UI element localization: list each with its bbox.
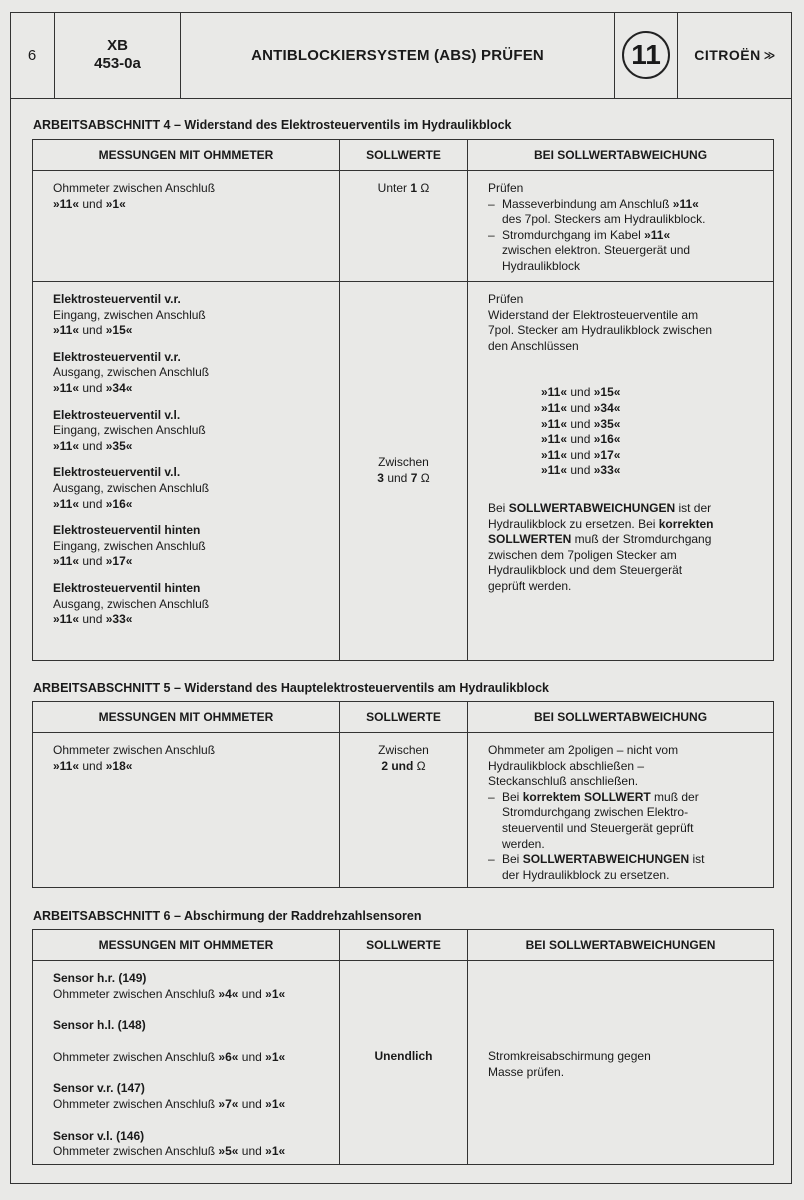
- page-title: ANTIBLOCKIERSYSTEM (ABS) PRÜFEN: [181, 12, 615, 98]
- text-line: [488, 517, 763, 533]
- text-line: [53, 554, 329, 570]
- unit-label: Ω: [417, 181, 430, 195]
- valve-name: Elektrosteuerventil v.l.: [53, 465, 181, 480]
- text-fragment: und: [79, 554, 106, 569]
- text-line: [53, 381, 329, 397]
- text-line: zwischen elektron. Steuergerät und: [502, 243, 691, 258]
- connector-label: »35«: [593, 416, 621, 431]
- setpoint-value: Unendlich: [374, 1049, 433, 1063]
- text-line: Hydraulikblock abschließen –: [488, 758, 645, 773]
- text-line: Hydraulikblock und dem Steuergerät: [488, 563, 683, 578]
- measurement-cell: [33, 733, 340, 887]
- emphasis: korrekten: [658, 516, 714, 531]
- connector-pair: [488, 463, 763, 479]
- dash-item: – Stromdurchgang im Kabel »11« zwischen elektron. Steuergerät und Hydraulikblock: [488, 227, 691, 273]
- text-line: Prüfen: [488, 292, 524, 306]
- table-row: [33, 171, 773, 282]
- table-row: [33, 282, 773, 660]
- text-fragment: Stromdurchgang im Kabel: [502, 227, 645, 242]
- valve-name: Elektrosteuerventil hinten: [53, 523, 201, 538]
- valve-entry: [53, 465, 329, 512]
- text-fragment: und: [79, 496, 106, 511]
- text-line: [502, 197, 705, 213]
- text-line: Eingang, zwischen Anschluß: [53, 538, 206, 553]
- text-line: Prüfen: [488, 181, 524, 195]
- connector-label: »34«: [105, 380, 133, 395]
- valve-entry: [53, 523, 329, 570]
- model-code: XB: [107, 37, 128, 54]
- setpoint-cell: [340, 733, 468, 887]
- text-fragment: Ohmmeter zwischen Anschluß: [53, 986, 219, 1001]
- brand-name: CITROËN: [694, 47, 761, 63]
- page-header: [10, 12, 792, 99]
- table-header-row: [33, 702, 773, 733]
- connector-label: »1«: [105, 196, 126, 211]
- section-6-title: ARBEITSABSCHNITT 6 – Abschirmung der Raddrehzahlsensoren: [33, 909, 422, 923]
- section-5-title: ARBEITSABSCHNITT 5 – Widerstand des Hauptelektrosteuerventils am Hydraulikblock: [33, 681, 549, 695]
- table-row: [33, 733, 773, 887]
- text-fragment: und: [238, 1144, 266, 1159]
- text-line: [502, 852, 704, 868]
- measurement-cell: [33, 171, 340, 281]
- deviation-cell: [468, 282, 773, 660]
- connector-label: »11«: [53, 380, 80, 395]
- connector-label: »17«: [593, 447, 621, 462]
- connector-label: »11«: [541, 432, 568, 447]
- text-line: [53, 987, 329, 1003]
- setpoint-value: 2 und: [381, 758, 414, 773]
- text-fragment: Bei: [488, 500, 509, 515]
- connector-label: »11«: [53, 323, 80, 338]
- column-header-measurements: MESSUNGEN MIT OHMMETER: [33, 702, 340, 732]
- text-line: [53, 197, 329, 213]
- connector-label: »35«: [105, 438, 133, 453]
- text-line: [53, 759, 329, 775]
- text-line: Widerstand der Elektrosteuerventile am: [488, 307, 699, 322]
- column-header-measurements: MESSUNGEN MIT OHMMETER: [33, 930, 340, 960]
- text-fragment: muß der Stromdurchgang: [571, 532, 712, 547]
- emphasis: SOLLWERTEN: [488, 532, 572, 547]
- setpoint-cell: [340, 961, 468, 1164]
- column-header-deviation: BEI SOLLWERTABWEICHUNG: [533, 710, 708, 724]
- connector-label: »11«: [541, 385, 568, 400]
- text-line: [53, 439, 329, 455]
- doc-code-cell: [55, 12, 181, 98]
- text-fragment: Unter: [377, 181, 411, 195]
- connector-label: »11«: [53, 438, 80, 453]
- text-line: Ausgang, zwischen Anschluß: [53, 596, 210, 611]
- text-fragment: und: [567, 432, 594, 447]
- text-line: Steckanschluß anschließen.: [488, 774, 639, 789]
- connector-label: »11«: [541, 463, 568, 478]
- connector-label: »15«: [593, 385, 621, 400]
- text-fragment: Hydraulikblock zu ersetzen. Bei: [488, 516, 659, 531]
- unit-label: Ω: [413, 758, 426, 773]
- text-line: [340, 759, 467, 775]
- valve-name: Elektrosteuerventil hinten: [53, 580, 201, 595]
- text-fragment: und: [79, 323, 106, 338]
- text-line: Hydraulikblock: [502, 258, 581, 273]
- table-row: [33, 961, 773, 1164]
- text-line: Ohmmeter zwischen Anschluß: [53, 743, 216, 757]
- chapter-cell: [615, 12, 678, 98]
- column-header-deviation: BEI SOLLWERTABWEICHUNG: [533, 148, 708, 162]
- connector-pair: [488, 432, 763, 448]
- column-header-setpoints: SOLLWERTE: [340, 930, 468, 960]
- section-4-table: [32, 139, 774, 661]
- dash-item: – Bei korrektem SOLLWERT muß der Stromdurchgang zwischen Elektro- steuerventil und Steuergerät geprüft werden.: [488, 789, 699, 851]
- text-fragment: Ohmmeter zwischen Anschluß: [53, 1096, 219, 1111]
- connector-label: »11«: [644, 227, 671, 242]
- dash-item: – Masseverbindung am Anschluß »11« des 7pol. Steckers am Hydraulikblock.: [488, 196, 706, 227]
- text-line: Zwischen: [378, 455, 429, 470]
- setpoint-cell: [340, 282, 468, 660]
- text-line: steuerventil und Steuergerät geprüft: [502, 820, 694, 835]
- valve-name: Elektrosteuerventil v.r.: [53, 292, 181, 306]
- sensor-name: Sensor v.r. (147): [53, 1081, 145, 1096]
- connector-label: »33«: [593, 463, 621, 478]
- connector-label: »1«: [265, 1049, 286, 1064]
- text-fragment: ist: [689, 852, 705, 867]
- text-line: [53, 1097, 329, 1113]
- text-fragment: Ohmmeter zwischen Anschluß: [53, 1049, 219, 1064]
- page-number: 6: [10, 12, 55, 98]
- text-line: Masse prüfen.: [488, 1064, 565, 1079]
- emphasis: SOLLWERTABWEICHUNGEN: [508, 500, 676, 515]
- text-line: [53, 323, 329, 339]
- text-fragment: und: [567, 416, 594, 431]
- valve-entry: [53, 292, 329, 339]
- connector-label: »11«: [53, 758, 80, 773]
- connector-label: »11«: [53, 612, 80, 627]
- column-header-deviation: BEI SOLLWERTABWEICHUNGEN: [525, 938, 716, 952]
- column-header-setpoints: SOLLWERTE: [340, 140, 468, 170]
- text-fragment: und: [567, 400, 594, 415]
- column-header-setpoints: SOLLWERTE: [340, 702, 468, 732]
- text-fragment: und: [79, 196, 106, 211]
- setpoint-value: 3: [377, 471, 384, 485]
- text-fragment: Bei: [502, 852, 523, 867]
- text-fragment: und: [567, 385, 594, 400]
- connector-label: »11«: [672, 196, 699, 211]
- connector-label: »15«: [105, 323, 133, 338]
- text-line: zwischen dem 7poligen Stecker am: [488, 547, 677, 562]
- measurement-cell: [33, 961, 340, 1164]
- column-header-measurements: MESSUNGEN MIT OHMMETER: [33, 140, 340, 170]
- text-fragment: und: [79, 380, 106, 395]
- connector-pair: [488, 385, 763, 401]
- text-fragment: und: [383, 471, 411, 485]
- unit-label: Ω: [417, 471, 430, 485]
- connector-label: »11«: [53, 196, 80, 211]
- connector-pair: [488, 417, 763, 433]
- measurement-cell: [33, 282, 340, 660]
- connector-label: »4«: [218, 986, 239, 1001]
- text-line: [53, 497, 329, 513]
- text-line: Zwischen: [378, 743, 429, 757]
- valve-name: Elektrosteuerventil v.l.: [53, 407, 181, 422]
- chapter-number: 11: [622, 31, 670, 79]
- connector-label: »1«: [265, 986, 286, 1001]
- text-fragment: und: [567, 447, 594, 462]
- connector-label: »17«: [105, 554, 133, 569]
- sensor-name: Sensor h.l. (148): [53, 1018, 146, 1033]
- text-fragment: ist der: [675, 500, 712, 515]
- text-line: Ohmmeter zwischen Anschluß: [53, 181, 216, 195]
- text-line: geprüft werden.: [488, 578, 572, 593]
- table-header-row: [33, 930, 773, 961]
- setpoint-cell: [340, 171, 468, 281]
- text-fragment: und: [238, 986, 266, 1001]
- emphasis: korrektem SOLLWERT: [522, 789, 651, 804]
- text-line: [502, 228, 690, 244]
- text-fragment: Masseverbindung am Anschluß: [502, 196, 673, 211]
- text-line: des 7pol. Steckers am Hydraulikblock.: [502, 212, 706, 227]
- text-line: 7pol. Stecker am Hydraulikblock zwischen: [488, 323, 713, 338]
- valve-entry: [53, 408, 329, 455]
- sensor-name: Sensor v.l. (146): [53, 1128, 145, 1143]
- doc-code: 453-0a: [94, 55, 141, 72]
- connector-pair: [488, 401, 763, 417]
- text-fragment: und: [238, 1049, 266, 1064]
- valve-name: Elektrosteuerventil v.r.: [53, 349, 181, 364]
- connector-label: »33«: [105, 612, 133, 627]
- text-line: den Anschlüssen: [488, 338, 579, 353]
- connector-label: »11«: [53, 496, 80, 511]
- setpoint-value: 1: [410, 181, 418, 195]
- text-fragment: Ohmmeter zwischen Anschluß: [53, 1144, 219, 1159]
- table-header-row: [33, 140, 773, 171]
- connector-label: »11«: [53, 554, 80, 569]
- text-fragment: Bei: [502, 789, 523, 804]
- brand-logo: [678, 12, 792, 98]
- text-line: [488, 501, 763, 517]
- text-line: werden.: [502, 836, 545, 851]
- connector-label: »16«: [105, 496, 133, 511]
- text-line: [502, 790, 699, 806]
- setpoint-value: 7: [410, 471, 418, 485]
- text-fragment: muß der: [650, 789, 699, 804]
- connector-label: »1«: [265, 1096, 286, 1111]
- emphasis: SOLLWERTABWEICHUNGEN: [522, 852, 690, 867]
- connector-label: »11«: [541, 447, 568, 462]
- text-line: Ausgang, zwischen Anschluß: [53, 365, 210, 380]
- text-line: [488, 532, 763, 548]
- connector-label: »16«: [593, 432, 621, 447]
- section-6-table: [32, 929, 774, 1165]
- connector-label: »34«: [593, 400, 621, 415]
- sensor-name: Sensor h.r. (149): [53, 971, 147, 985]
- dash-item: – Bei SOLLWERTABWEICHUNGEN ist der Hydraulikblock zu ersetzen.: [488, 852, 705, 882]
- connector-label: »11«: [541, 416, 568, 431]
- deviation-cell: [468, 171, 773, 281]
- valve-entry: [53, 581, 329, 628]
- connector-label: »5«: [218, 1144, 239, 1159]
- connector-label: »1«: [265, 1144, 286, 1159]
- text-line: Ausgang, zwischen Anschluß: [53, 480, 210, 495]
- section-4-title: ARBEITSABSCHNITT 4 – Widerstand des Elektrosteuerventils im Hydraulikblock: [33, 118, 512, 132]
- text-line: der Hydraulikblock zu ersetzen.: [502, 867, 670, 882]
- deviation-cell: [468, 961, 773, 1164]
- connector-label: »6«: [218, 1049, 239, 1064]
- section-5-table: [32, 701, 774, 888]
- text-line: [53, 1050, 329, 1066]
- text-fragment: und: [79, 758, 106, 773]
- text-line: Stromdurchgang zwischen Elektro-: [502, 805, 689, 820]
- text-fragment: und: [79, 438, 106, 453]
- text-line: [53, 1144, 329, 1160]
- text-line: Ohmmeter am 2poligen – nicht vom: [488, 743, 679, 757]
- valve-entry: [53, 350, 329, 397]
- connector-label: »7«: [218, 1096, 239, 1111]
- text-line: Eingang, zwischen Anschluß: [53, 423, 206, 438]
- connector-label: »11«: [541, 400, 568, 415]
- text-fragment: und: [567, 463, 594, 478]
- chevron-logo-icon: ≫: [763, 49, 776, 62]
- deviation-cell: [468, 733, 773, 887]
- connector-label: »18«: [105, 758, 133, 773]
- connector-pair: [488, 448, 763, 464]
- text-line: [53, 612, 329, 628]
- text-fragment: und: [238, 1096, 266, 1111]
- text-line: Stromkreisabschirmung gegen: [488, 1049, 651, 1063]
- text-fragment: und: [79, 612, 106, 627]
- text-line: Eingang, zwischen Anschluß: [53, 307, 206, 322]
- text-line: [340, 471, 467, 487]
